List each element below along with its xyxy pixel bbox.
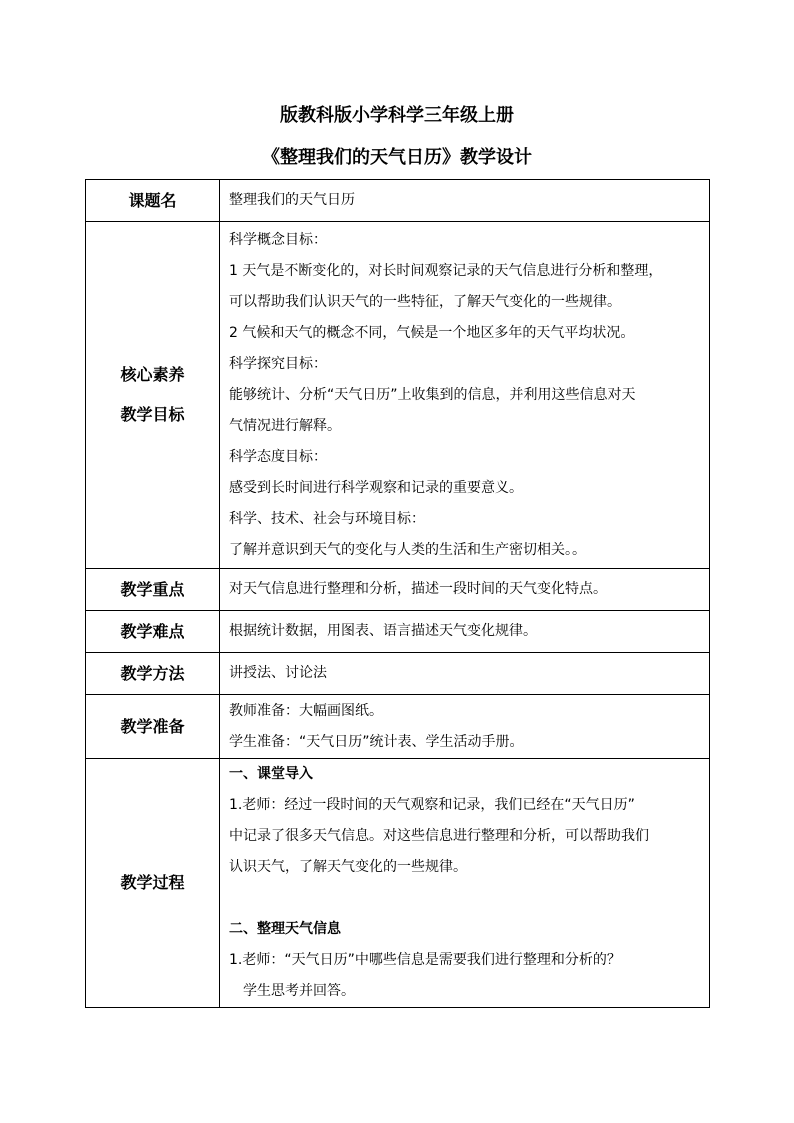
goals-label: 核心素养 教学目标 bbox=[86, 222, 220, 569]
goal-line: 感受到长时间进行科学观察和记录的重要意义。 bbox=[229, 479, 523, 496]
table-row-difficulties bbox=[86, 611, 710, 653]
topic-value: 整理我们的天气日历 bbox=[220, 180, 710, 222]
blank-line bbox=[229, 883, 703, 914]
lesson-plan-table bbox=[85, 179, 710, 1008]
process-line: 1.老师：“天气日历”中哪些信息是需要我们进行整理和分析的？ bbox=[229, 952, 621, 968]
goal-line: 气情况进行解释。 bbox=[229, 417, 341, 434]
goals-content bbox=[220, 222, 710, 569]
table-row-goals bbox=[86, 222, 710, 569]
process-line: 1.老师：经过一段时间的天气观察和记录，我们已经在“天气日历” bbox=[229, 797, 635, 813]
process-line: 中记录了很多天气信息。对这些信息进行整理和分析，可以帮助我们 bbox=[229, 828, 649, 844]
goal-line: 1 天气是不断变化的，对长时间观察记录的天气信息进行分析和整理， bbox=[229, 262, 663, 279]
key-points-label: 教学重点 bbox=[86, 569, 220, 611]
process-line: 认识天气，了解天气变化的一些规律。 bbox=[229, 859, 467, 875]
preparation-content bbox=[220, 695, 710, 759]
topic-label: 课题名 bbox=[86, 180, 220, 222]
goal-line: 可以帮助我们认识天气的一些特征，了解天气变化的一些规律。 bbox=[229, 293, 621, 310]
goal-line: 能够统计、分析“天气日历”上收集到的信息，并利用这些信息对天 bbox=[229, 386, 636, 403]
goal-line: 2 气候和天气的概念不同，气候是一个地区多年的天气平均状况。 bbox=[229, 324, 635, 341]
process-content bbox=[220, 759, 710, 1008]
goal-line: 科学概念目标： bbox=[229, 231, 327, 248]
section-heading: 一、课堂导入 bbox=[229, 766, 313, 782]
document-title: 版教科版小学科学三年级上册 bbox=[280, 105, 514, 126]
process-label: 教学过程 bbox=[86, 759, 220, 1008]
document-subtitle: 《整理我们的天气日历》教学设计 bbox=[262, 147, 532, 168]
key-points-value: 对天气信息进行整理和分析，描述一段时间的天气变化特点。 bbox=[220, 569, 710, 611]
difficulties-value: 根据统计数据，用图表、语言描述天气变化规律。 bbox=[220, 611, 710, 653]
table-row-preparation bbox=[86, 695, 710, 759]
goal-line: 了解并意识到天气的变化与人类的生活和生产密切相关。。 bbox=[229, 541, 586, 558]
goal-line: 科学探究目标： bbox=[229, 355, 327, 372]
table-row-topic bbox=[86, 180, 710, 222]
teacher-preparation: 教师准备：大幅画图纸。 bbox=[229, 702, 383, 719]
table-row-methods bbox=[86, 653, 710, 695]
process-line: 学生思考并回答。 bbox=[243, 983, 355, 999]
methods-value: 讲授法、讨论法 bbox=[220, 653, 710, 695]
goal-line: 科学、技术、社会与环境目标： bbox=[229, 510, 425, 527]
methods-label: 教学方法 bbox=[86, 653, 220, 695]
table-row-key-points bbox=[86, 569, 710, 611]
table-row-process bbox=[86, 759, 710, 1008]
section-heading: 二、整理天气信息 bbox=[229, 921, 341, 937]
goal-line: 科学态度目标： bbox=[229, 448, 327, 465]
difficulties-label: 教学难点 bbox=[86, 611, 220, 653]
student-preparation: 学生准备：“天气日历”统计表、学生活动手册。 bbox=[229, 733, 524, 750]
preparation-label: 教学准备 bbox=[86, 695, 220, 759]
